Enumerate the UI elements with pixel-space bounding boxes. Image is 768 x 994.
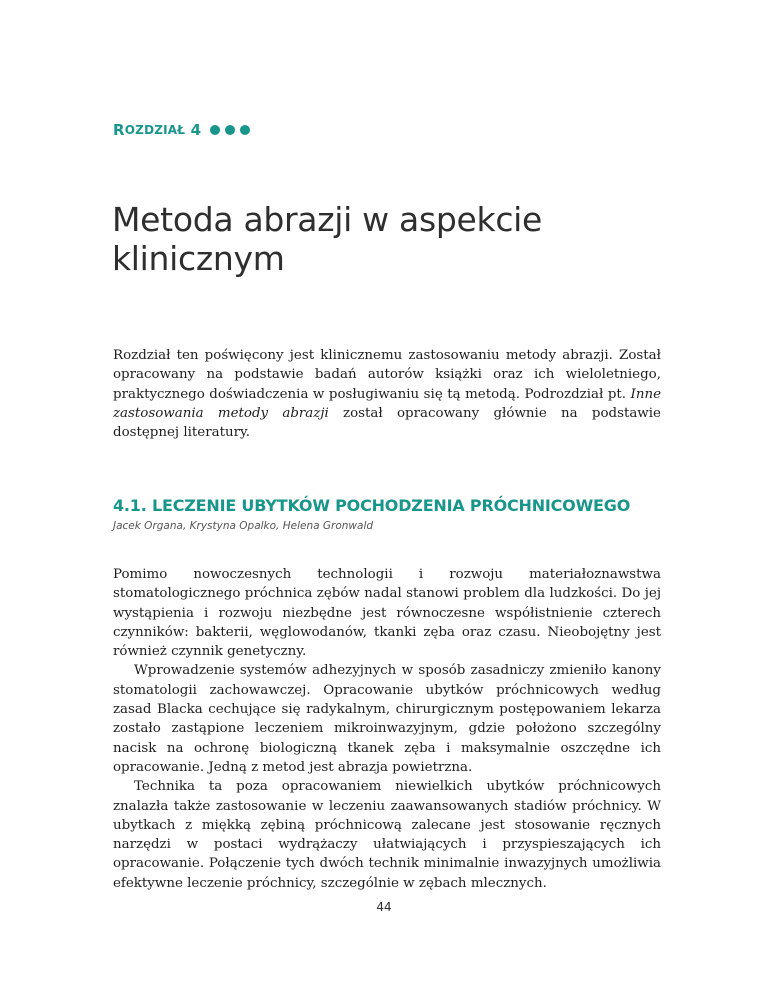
- three-dots-icon: [210, 125, 250, 135]
- chapter-label: [113, 121, 250, 139]
- intro-text-end: został opracowany głównie na podstawie dostępnej literatury.: [113, 405, 661, 441]
- chapter-label-text: OZDZIAŁ: [124, 123, 186, 137]
- chapter-label-initial: R: [113, 121, 125, 139]
- intro-italic-title: Inne zastosowania metody abrazji: [113, 386, 661, 421]
- intro-text-start: Rozdział ten poświęcony jest klinicznemu zastosowaniu metody abrazji. Został opracowany na podstawie badań autorów książki oraz ich wieloletniego, praktycznego doświadczenia w posługiwaniu się tą metodą. Podrozdział pt.: [113, 348, 661, 402]
- section-heading: 4.1. LECZENIE UBYTKÓW POCHODZENIA PRÓCHNICOWEGO: [113, 496, 631, 515]
- section-body: [113, 565, 661, 893]
- section-authors: Jacek Organa, Krystyna Opalko, Helena Gronwald: [113, 520, 374, 532]
- chapter-title: Metoda abrazji w aspekcie klinicznym: [112, 200, 543, 278]
- chapter-number: 4: [190, 121, 202, 139]
- paragraph: Technika ta poza opracowaniem niewielkich ubytków próchnicowych znalazła także zastosowanie w leczeniu zaawansowanych stadiów próchnicy. W ubytkach z miękką zębiną próchnicową zalecane jest stosowanie ręcznych narzędzi w postaci wydrążaczy ułatwiających i przyspieszających ich opracowanie. Połączenie tych dwóch technik minimalnie inwazyjnych umożliwia efektywne leczenie próchnicy, szczególnie w zębach mlecznych.: [113, 779, 661, 891]
- paragraph: Wprowadzenie systemów adhezyjnych w sposób zasadniczy zmieniło kanony stomatologii zachowawczej. Opracowanie ubytków próchnicowych według zasad Blacka cechujące się radykalnym, chirurgicznym postępowaniem lekarza zostało zastąpione leczeniem mikroinwazyjnym, gdzie położono szczególny nacisk na ochronę biologiczną tkanek zęba i maksymalnie oszczędne ich opracowanie. Jedną z metod jest abrazja powietrzna.: [113, 663, 661, 775]
- page-number: 44: [376, 900, 392, 914]
- paragraph: Pomimo nowoczesnych technologii i rozwoju materiałoznawstwa stomatologicznego próchnica zębów nadal stanowi problem dla ludzkości. Do jej wystąpienia i rozwoju niezbędne jest równoczesne współistnienie czterech czynników: bakterii, węglowodanów, tkanki zęba oraz czasu. Nieobojętny jest również czynnik genetyczny.: [113, 567, 661, 660]
- intro-paragraph: [113, 346, 661, 442]
